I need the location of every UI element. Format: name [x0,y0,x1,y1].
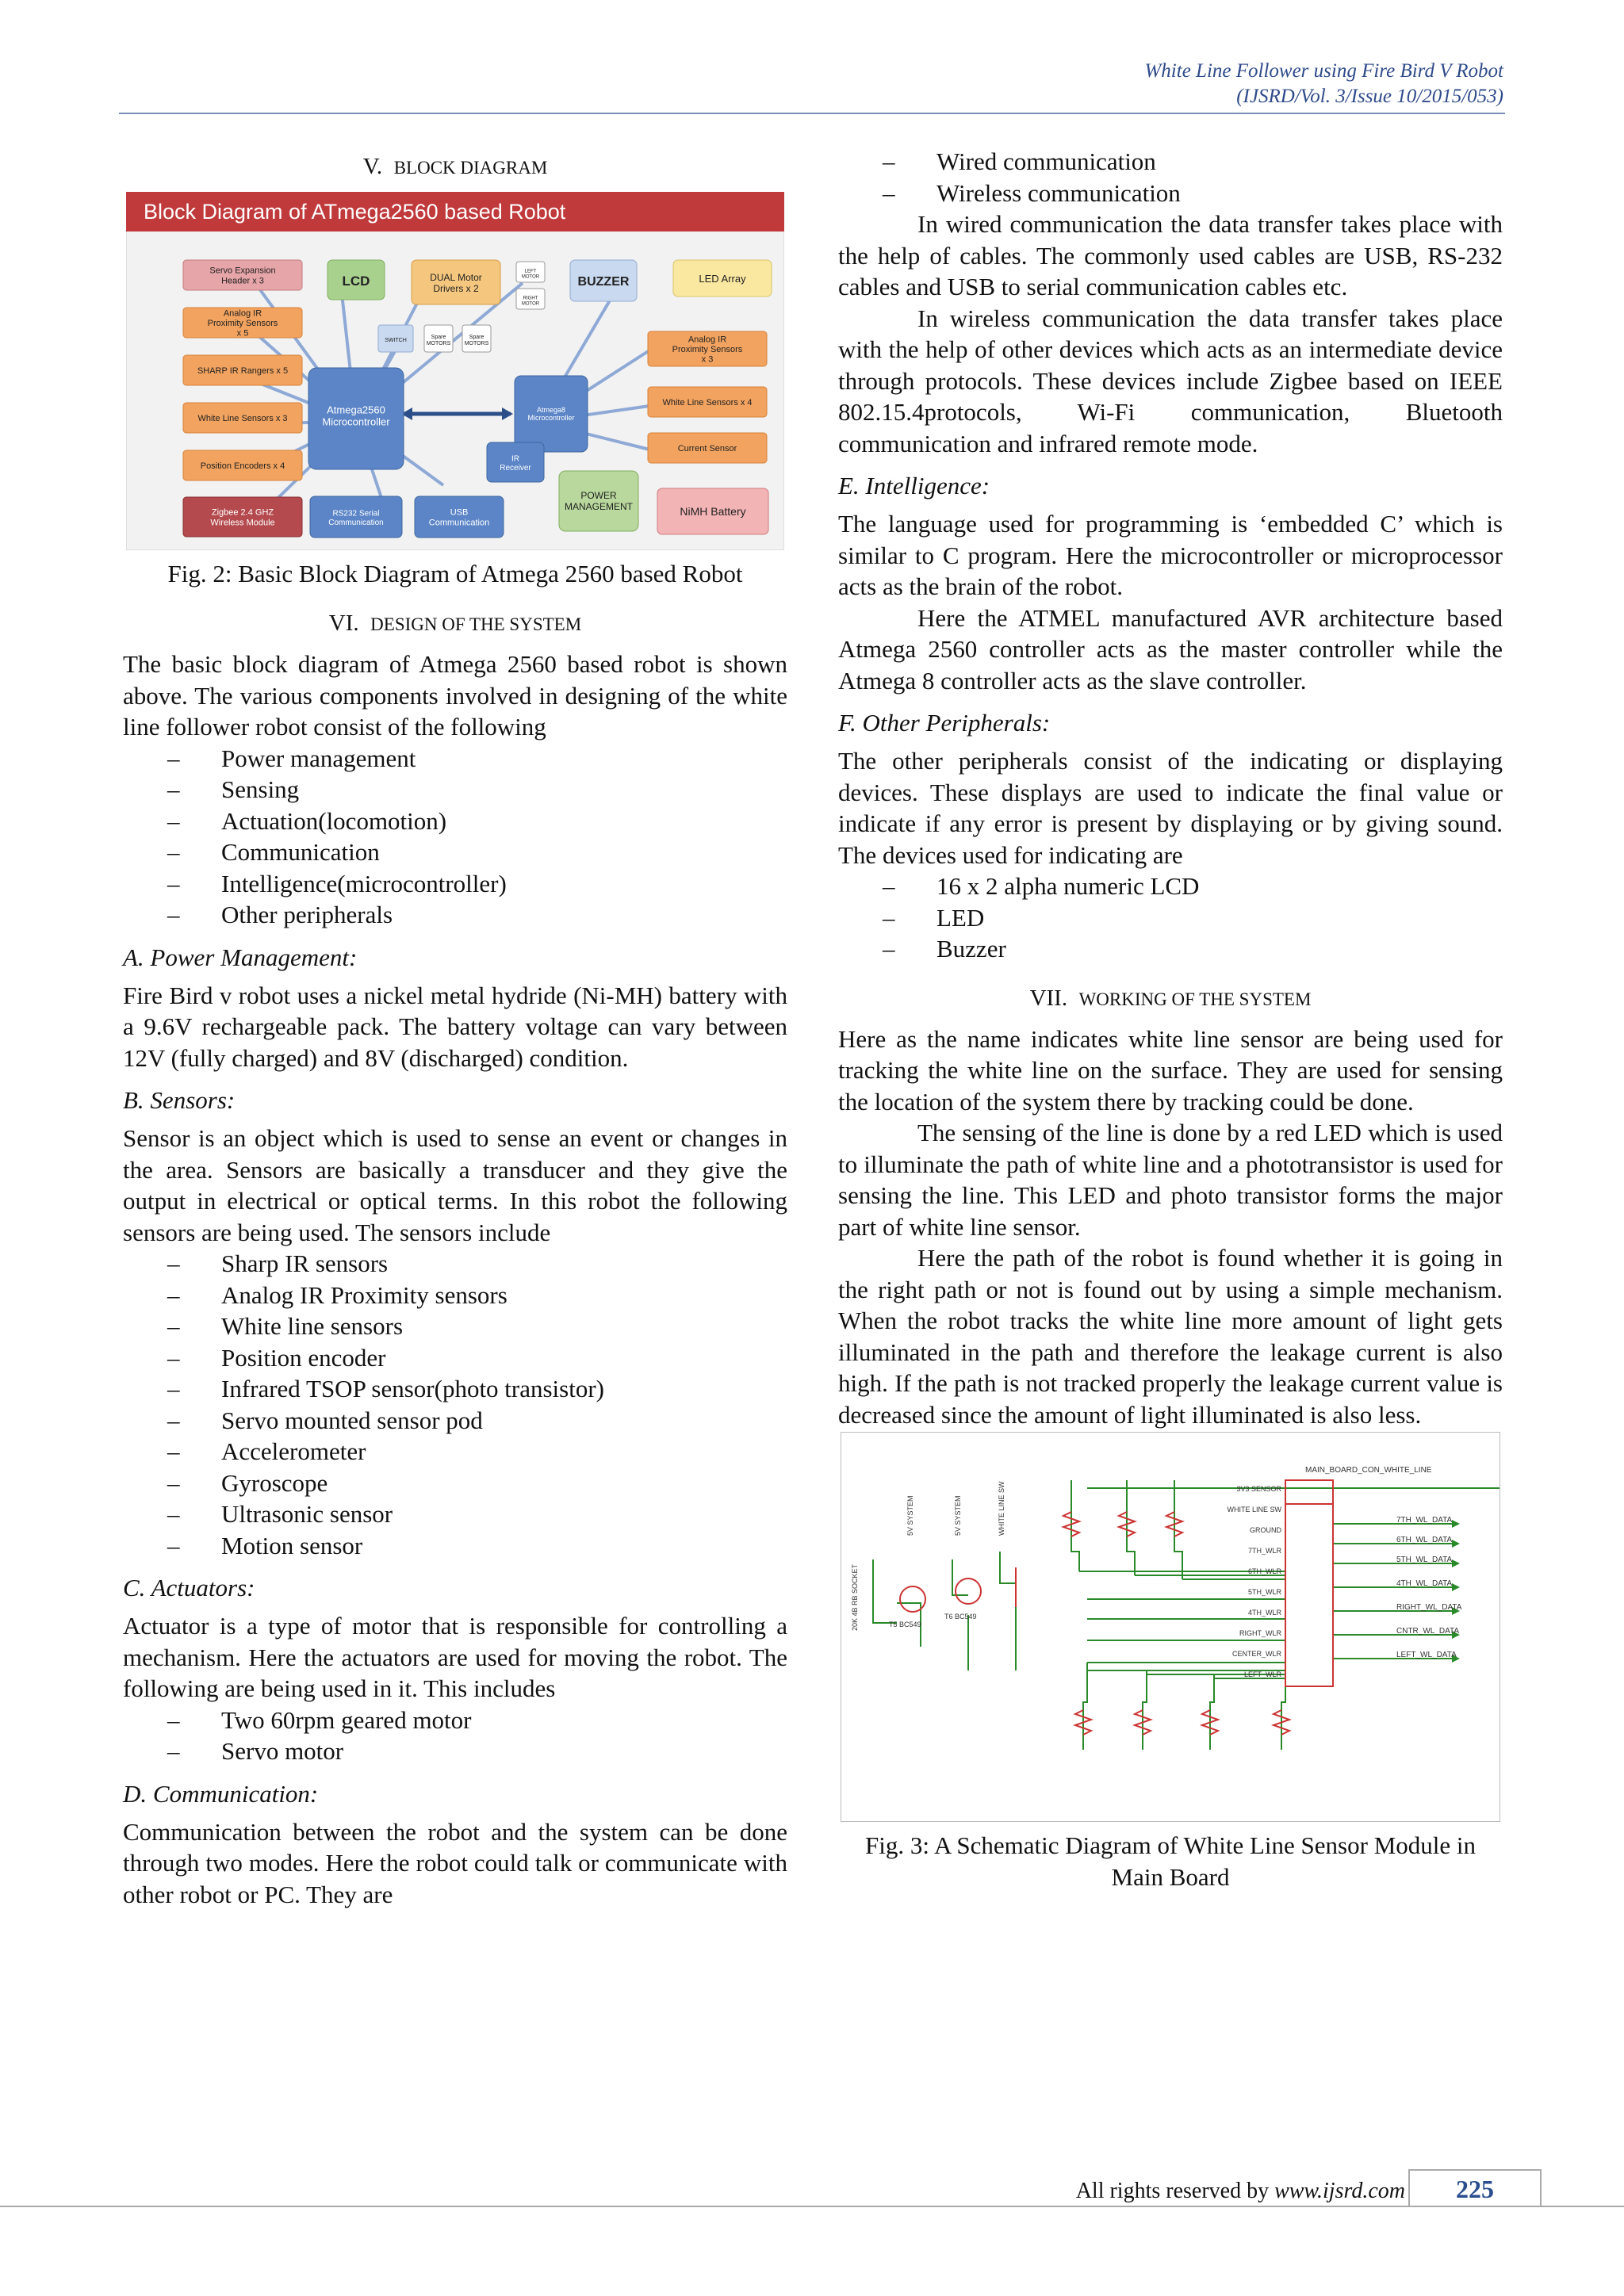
footer-text: All rights reserved by www.ijsrd.com [1075,2179,1405,2203]
box-ir: IR Receiver [500,454,531,473]
schematic-input-label: 3V3 SENSOR [1236,1485,1281,1493]
list-item: – White line sensors [123,1311,787,1342]
communication-modes-list [838,146,1503,209]
box-servo: Servo Expansion Header x 3 [209,266,276,286]
list-item: – Actuation(locomotion) [123,806,787,837]
schematic-input-label: CENTER_WLR [1231,1650,1281,1658]
design-intro: The basic block diagram of Atmega 2560 based robot is shown above. The various components involved in designing of the white line follower robot consist of the following [123,650,787,740]
schematic-transistor-label: T6 BC549 [944,1613,977,1621]
list-item: – Power management [123,743,787,775]
box-left-motor: LEFT MOTOR [521,269,540,280]
box-right-motor: RIGHT MOTOR [521,296,540,307]
list-item: – Servo motor [123,1735,787,1767]
section-heading-working: VII. WORKING OF THE SYSTEM [1029,985,1312,1011]
figure-3-caption: Fig. 3: A Schematic Diagram of White Line Sensor Module in Main Board [864,1831,1476,1891]
box-led: LED Array [699,273,746,285]
schematic-side-label: 5V SYSTEM [906,1495,914,1536]
schematic-side-label: 5V SYSTEM [954,1495,962,1536]
block-diagram-figure [126,192,784,550]
running-header [1144,59,1503,109]
footer-rule [0,2206,1624,2207]
subheading-power-management: A. Power Management: [123,943,358,971]
list-item: – Wireless communication [838,178,1503,209]
subheading-communication: D. Communication: [123,1779,319,1808]
subheading-actuators: C. Actuators: [123,1574,255,1601]
schematic-output-label: 6TH_WL_DATA [1396,1536,1453,1544]
list-item: – Sharp IR sensors [123,1248,787,1280]
box-usb: USB Communication [428,507,490,528]
subheading-intelligence: E. Intelligence: [838,472,990,499]
list-item: – Sensing [123,774,787,806]
header-issue: (IJSRD/Vol. 3/Issue 10/2015/053) [1236,86,1503,107]
schematic-figure [841,1432,1500,1822]
peripherals-list [838,871,1503,965]
schematic-output-label: LEFT_WL_DATA [1396,1651,1457,1659]
box-rs232: RS232 Serial Communication [328,509,384,527]
working-text-2: The sensing of the line is done by a red LED which is used to illuminate the path of white line and a phototransistor is used for sensing the line. This LED and photo transistor forms the major part of white line sensor. [838,1119,1503,1241]
box-analog-left: Analog IR Proximity Sensors x 5 [207,308,278,339]
schematic-output-label: 7TH_WL_DATA [1396,1516,1453,1525]
sensors-text: Sensor is an object which is used to sense an event or changes in the area. Sensors are basically a transducer and they give the output in electrical or optical terms. In this robot the following sensors are being used. The sensors include [123,1124,787,1246]
box-analog-right: Analog IR Proximity Sensors x 3 [672,335,743,365]
working-text-1: Here as the name indicates white line sensor are being used for tracking the white line on the surface. They are used for sensing the location of the system there by tracking could be done. [838,1024,1503,1115]
list-item: – Communication [123,836,787,868]
working-text-3: Here the path of the robot is found whether it is going in the right path or not is found out by using a simple mechanism. When the robot tracks the white line more amount of light gets illuminated in the path and therefore the leakage current is also high. If the path is not tracked properly the leakage current value is decreased since the amount of light illuminated is also less. [838,1244,1503,1429]
schematic-side-label: WHITE LINE SW [998,1481,1005,1536]
figure-2-caption: Fig. 2: Basic Block Diagram of Atmega 2560 based Robot [167,560,743,587]
wireless-text: In wireless communication the data transfer takes place with the help of other devices which acts as an intermediate device through protocols. These devices include Zigbee based on IEEE 802.15.4protocols, Wi-Fi communication, Bluetooth communication and infrared remote mode. [838,304,1503,457]
box-slave-mcu: Atmega8 Microcontroller [527,405,575,423]
box-lcd: LCD [342,274,370,289]
components-list [123,743,787,931]
box-switch: SWITCH [385,338,407,343]
box-white-left: White Line Sensors x 3 [197,414,288,423]
list-item: – Motion sensor [123,1530,787,1562]
schematic-input-label: LEFT_WLR [1243,1670,1281,1678]
schematic-output-label: 5TH_WL_DATA [1396,1556,1453,1564]
page-number: 225 [1408,2169,1542,2206]
peripherals-text: The other peripherals consist of the indicating or displaying devices. These displays are used to indicate the final value or indicate if any error is present by displaying or by giving sound. The devices used for indicating are [838,747,1503,869]
list-item: – Other peripherals [123,899,787,931]
schematic-side-label: 20K 4B RB SOCKET [851,1563,859,1631]
list-item: – Servo mounted sensor pod [123,1405,787,1437]
header-title: White Line Follower using Fire Bird V Robot [1144,60,1503,82]
schematic-input-label: WHITE LINE SW [1227,1506,1281,1513]
schematic-output-label: 4TH_WL_DATA [1396,1579,1453,1588]
schematic-connector-label: MAIN_BOARD_CON_WHITE_LINE [1305,1466,1432,1475]
intelligence-text-1: The language used for programming is ‘embedded C’ which is similar to C program. Here the microcontroller or microprocessor acts as the brain of the robot. [838,510,1503,600]
header-rule [119,113,1505,114]
section-heading-design: VI. DESIGN OF THE SYSTEM [328,610,582,636]
box-sharp: SHARP IR Rangers x 5 [197,366,289,376]
box-white-right: White Line Sensors x 4 [662,398,753,408]
schematic-output-label: CNTR_WL_DATA [1396,1627,1460,1636]
list-item: – LED [838,902,1503,934]
list-item: – Intelligence(microcontroller) [123,868,787,900]
box-nimh: NiMH Battery [680,505,746,518]
actuators-list [123,1705,787,1767]
schematic-input-label: 5TH_WLR [1247,1588,1281,1596]
communication-text: Communication between the robot and the system can be done through two modes. Here the robot could talk or communicate with other robot or PC. They are [123,1817,787,1908]
box-spare-1: Spare MOTORS [426,334,451,347]
power-management-text: Fire Bird v robot uses a nickel metal hydride (Ni-MH) battery with a 9.6V rechargeable pack. The battery voltage can vary between 12V (fully charged) and 8V (discharged) condition. [123,981,787,1072]
list-item: – Gyroscope [123,1468,787,1499]
schematic-input-label: RIGHT_WLR [1239,1629,1281,1637]
list-item: – Two 60rpm geared motor [123,1705,787,1736]
list-item: – Infrared TSOP sensor(photo transistor) [123,1373,787,1405]
list-item: – Analog IR Proximity sensors [123,1280,787,1311]
list-item: – Ultrasonic sensor [123,1498,787,1530]
subheading-sensors: B. Sensors: [123,1086,236,1114]
schematic-input-label: 7TH_WLR [1247,1547,1281,1555]
box-power: POWER MANAGEMENT [564,490,634,512]
list-item: – 16 x 2 alpha numeric LCD [838,871,1503,902]
list-item: – Position encoder [123,1342,787,1374]
schematic-output-label: RIGHT_WL_DATA [1396,1603,1462,1612]
wired-text: In wired communication the data transfer takes place with the help of cables. The commonly used cables are USB, RS-232 cables and USB to serial communication cables etc. [838,210,1503,300]
box-spare-2: Spare MOTORS [464,334,489,347]
box-zigbee: Zigbee 2.4 GHZ Wireless Module [210,507,275,528]
box-encoder: Position Encoders x 4 [200,461,285,471]
schematic-input-label: GROUND [1250,1526,1281,1534]
box-buzzer: BUZZER [577,275,630,289]
subheading-other-peripherals: F. Other Peripherals: [838,709,1051,737]
schematic-input-label: 6TH_WLR [1247,1567,1281,1575]
left-column [123,146,787,1910]
sensors-list [123,1248,787,1561]
figure-banner: Block Diagram of ATmega2560 based Robot [144,200,566,224]
intelligence-text-2: Here the ATMEL manufactured AVR architecture based Atmega 2560 controller acts as the master controller while the Atmega 8 controller acts as the slave controller. [838,603,1503,695]
schematic-transistor-label: T5 BC549 [889,1621,921,1628]
box-current: Current Sensor [677,444,737,453]
section-heading-block-diagram: V. BLOCK DIAGRAM [362,154,548,179]
box-motor: DUAL Motor Drivers x 2 [430,272,482,294]
right-column [838,146,1503,1911]
list-item: – Accelerometer [123,1436,787,1468]
footer-site-link[interactable]: www.ijsrd.com [1274,2179,1405,2203]
box-master-mcu: Atmega2560 Microcontroller [322,404,390,428]
schematic-input-label: 4TH_WLR [1247,1609,1281,1617]
list-item: – Wired communication [838,146,1503,178]
actuators-text: Actuator is a type of motor that is responsible for controlling a mechanism. Here the actuators are used for moving the robot. The following are being used in it. This includes [123,1612,787,1702]
list-item: – Buzzer [838,933,1503,965]
